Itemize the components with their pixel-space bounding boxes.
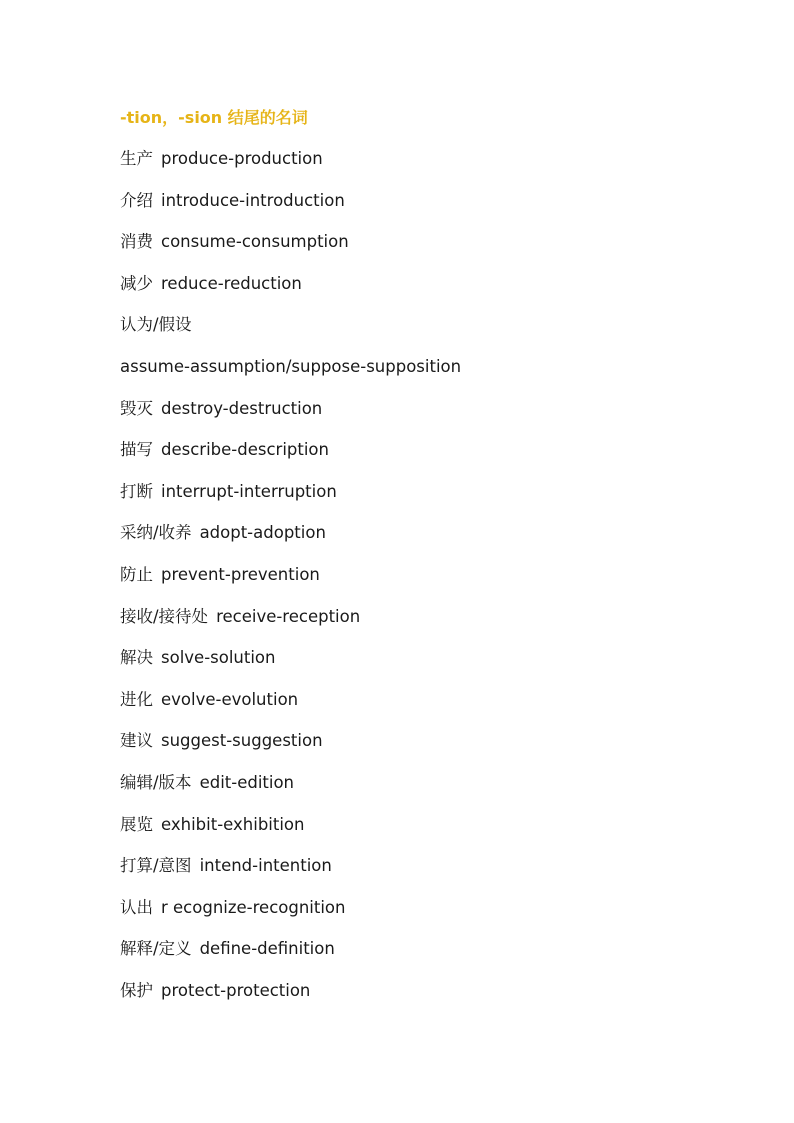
english-words: suggest-suggestion	[161, 731, 323, 751]
list-item	[120, 355, 740, 379]
english-words: interrupt-interruption	[161, 481, 337, 501]
english-words: adopt-adoption	[199, 523, 326, 543]
english-words: evolve-evolution	[161, 689, 299, 709]
chinese-term: 保护	[120, 980, 153, 1000]
list-item	[120, 313, 740, 337]
chinese-term: 毁灭	[120, 398, 153, 418]
english-words: consume-consumption	[161, 232, 349, 252]
english-words: exhibit-exhibition	[161, 814, 305, 834]
list-item	[120, 771, 740, 795]
list-item	[120, 272, 740, 296]
chinese-term: 展览	[120, 814, 153, 834]
chinese-term: 接收/接待处	[120, 606, 209, 626]
list-item	[120, 480, 740, 504]
english-words: assume-assumption/suppose-supposition	[120, 356, 462, 376]
chinese-term: 解决	[120, 648, 153, 668]
list-item	[120, 646, 740, 670]
list-item	[120, 937, 740, 961]
chinese-term: 介绍	[120, 190, 153, 210]
english-words: describe-description	[161, 440, 329, 460]
list-item	[120, 813, 740, 837]
list-item	[120, 189, 740, 213]
chinese-term: 打算/意图	[120, 856, 192, 876]
chinese-term: 防止	[120, 564, 153, 584]
list-item	[120, 854, 740, 878]
list-item	[120, 147, 740, 171]
chinese-term: 减少	[120, 273, 153, 293]
vocabulary-list	[120, 106, 740, 1020]
chinese-term: 进化	[120, 689, 153, 709]
section-heading: -tion，-sion 结尾的名词	[120, 108, 308, 127]
list-item	[120, 688, 740, 712]
english-words: reduce-reduction	[161, 273, 302, 293]
list-item	[120, 729, 740, 753]
list-item	[120, 521, 740, 545]
english-words: define-definition	[199, 939, 335, 959]
chinese-term: 认出	[120, 897, 153, 917]
chinese-term: 认为/假设	[120, 315, 192, 335]
list-item	[120, 563, 740, 587]
english-words: edit-edition	[199, 772, 295, 792]
english-words: prevent-prevention	[161, 564, 320, 584]
list-item	[120, 896, 740, 920]
chinese-term: 生产	[120, 149, 153, 168]
list-item	[120, 605, 740, 629]
list-item	[120, 230, 740, 254]
chinese-term: 编辑/版本	[120, 772, 192, 792]
chinese-term: 打断	[120, 481, 153, 501]
chinese-term: 采纳/收养	[120, 523, 192, 543]
english-words: intend-intention	[199, 856, 332, 876]
english-words: solve-solution	[161, 648, 276, 668]
chinese-term: 消费	[120, 232, 153, 252]
english-words: destroy-destruction	[161, 398, 323, 418]
list-item	[120, 397, 740, 421]
list-item	[120, 979, 740, 1003]
english-words: produce-production	[161, 149, 323, 168]
english-words: introduce-introduction	[161, 190, 345, 210]
english-words: protect-protection	[161, 980, 311, 1000]
english-words: r ecognize-recognition	[161, 897, 346, 917]
chinese-term: 建议	[120, 731, 153, 751]
chinese-term: 解释/定义	[120, 939, 192, 959]
chinese-term: 描写	[120, 440, 153, 460]
list-item	[120, 438, 740, 462]
english-words: receive-reception	[216, 606, 361, 626]
